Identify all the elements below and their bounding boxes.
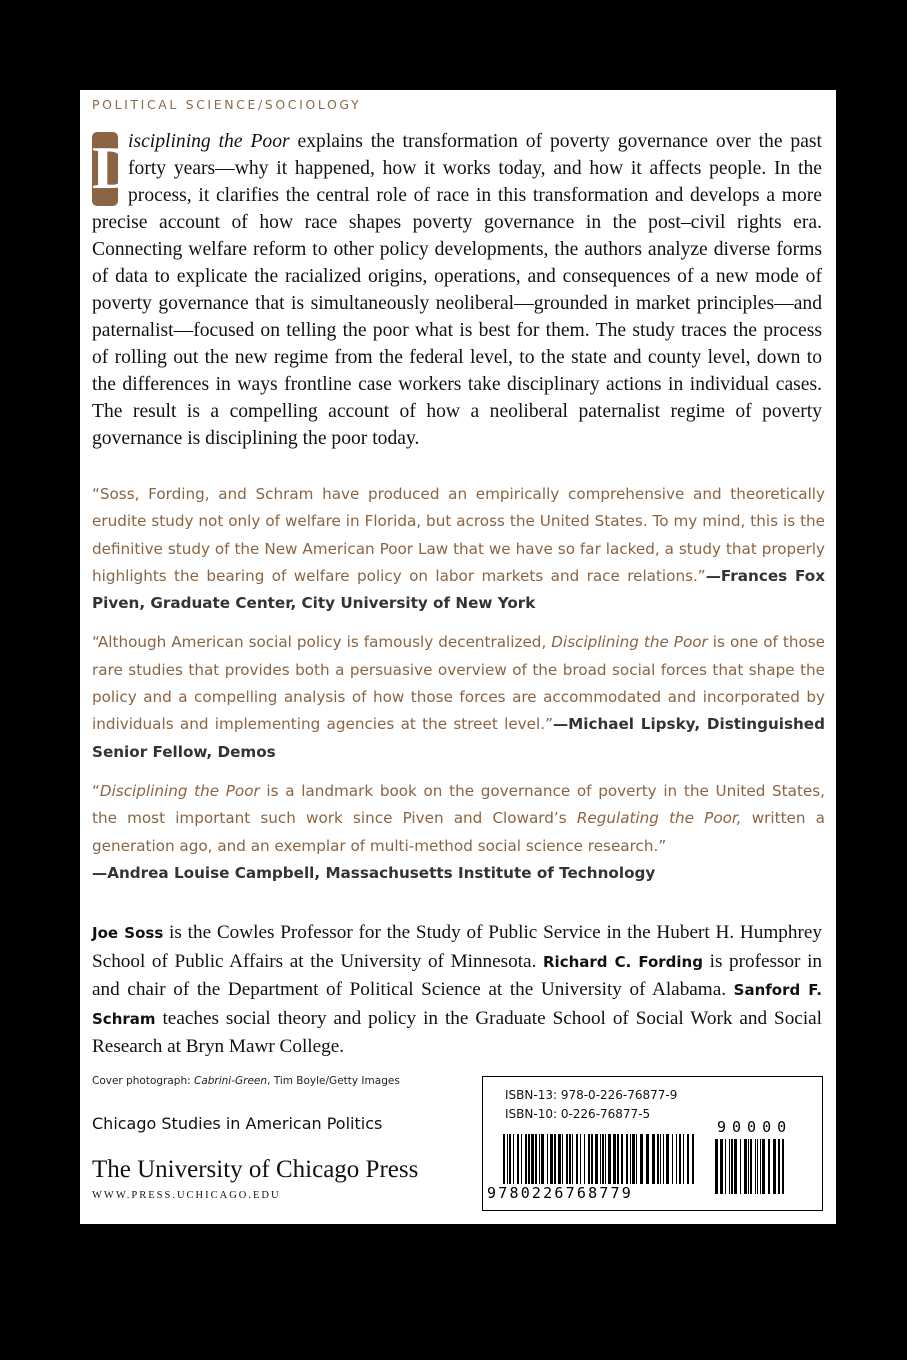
ean-barcode-bars xyxy=(503,1134,696,1184)
drop-cap: D xyxy=(92,132,118,206)
barcode-bar xyxy=(621,1134,623,1184)
author-name: Joe Soss xyxy=(92,924,164,942)
barcode-bar xyxy=(554,1134,556,1184)
author-name: Richard C. Fording xyxy=(543,952,703,971)
barcode-bar xyxy=(605,1134,606,1184)
barcode-bar xyxy=(725,1139,726,1194)
quote-book-title: Disciplining the Poor xyxy=(551,633,708,652)
barcode-bar xyxy=(755,1139,756,1194)
barcode-bar xyxy=(720,1139,723,1194)
barcode-bar xyxy=(562,1134,563,1184)
endorsement-1 xyxy=(92,481,825,617)
barcode-bar xyxy=(525,1134,527,1184)
quote-text: is a landmark book on the governance of poverty in the United States, the most important such work since Piven and Cloward’s xyxy=(92,781,825,828)
quote-text: “ xyxy=(92,781,100,800)
barcode-bar xyxy=(687,1134,689,1184)
isbn-barcode xyxy=(482,1076,823,1211)
barcode-bar xyxy=(734,1139,737,1194)
barcode-bar xyxy=(683,1134,684,1184)
quote-attribution: —Frances Fox Piven, Graduate Center, City University of New York xyxy=(92,566,825,613)
barcode-bar xyxy=(517,1134,519,1184)
category-label: POLITICAL SCIENCE/SOCIOLOGY xyxy=(92,97,362,112)
quote-attribution: —Andrea Louise Campbell, Massachusetts Institute of Technology xyxy=(92,863,656,882)
author-name: Sanford F. Schram xyxy=(92,981,822,1028)
credit-photo-title: Cabrini-Green xyxy=(193,1075,268,1087)
barcode-bar xyxy=(715,1139,718,1194)
quote-attribution: —Michael Lipsky, Distinguished Senior Fellow, Demos xyxy=(92,715,825,761)
barcode-bar xyxy=(550,1134,553,1184)
price-addon-bars xyxy=(715,1139,786,1194)
barcode-bar xyxy=(576,1134,578,1184)
barcode-bar xyxy=(676,1134,677,1184)
credit-suffix: , Tim Boyle/Getty Images xyxy=(267,1075,400,1087)
description-book-title: isciplining the Poor xyxy=(128,131,290,152)
barcode-bar xyxy=(750,1139,752,1194)
barcode-bar xyxy=(566,1134,568,1184)
barcode-bar xyxy=(617,1134,619,1184)
barcode-bar xyxy=(660,1134,661,1184)
barcode-bar xyxy=(782,1139,784,1194)
barcode-bar xyxy=(600,1134,601,1184)
quote-text: “Soss, Fording, and Schram have produced an empirically comprehensive and theoretically erudite study not only of welfare in Florida, but across the United States. To my mind, this is the definitive study of the New American Poor Law that we have so far lacked, a study that properly highlights the bearing of welfare policy on labor markets and race relations.” xyxy=(92,485,825,585)
isbn-13: ISBN-13: 978-0-226-76877-9 xyxy=(505,1088,678,1102)
barcode-bar xyxy=(640,1134,643,1184)
quote-text: written a generation ago, and an exemplar of multi-method social science research.” xyxy=(92,809,825,855)
barcode-bar xyxy=(636,1134,637,1184)
barcode-bar xyxy=(748,1139,749,1194)
barcode-bar xyxy=(580,1134,581,1184)
barcode-bar xyxy=(588,1134,590,1184)
endorsement-3 xyxy=(92,778,825,887)
barcode-bar xyxy=(760,1139,761,1194)
barcode-bar xyxy=(657,1134,659,1184)
barcode-bar xyxy=(762,1139,765,1194)
barcode-bar xyxy=(503,1134,505,1184)
barcode-bar xyxy=(630,1134,631,1184)
barcode-bar xyxy=(778,1139,780,1194)
barcode-bar xyxy=(569,1134,571,1184)
barcode-bar xyxy=(646,1134,649,1184)
barcode-bar xyxy=(768,1139,770,1194)
barcode-bar xyxy=(547,1134,548,1184)
barcode-bar xyxy=(672,1134,673,1184)
barcode-bar xyxy=(602,1134,604,1184)
author-bio-text: teaches social theory and policy in the Graduate School of Social Work and Social Research at Bryn Mawr College. xyxy=(92,1007,822,1058)
series-name: Chicago Studies in American Politics xyxy=(92,1114,383,1133)
barcode-bar xyxy=(613,1134,616,1184)
author-bio-text: is the Cowles Professor for the Study of Public Service in the Hubert H. Humphrey School of Public Affairs at the University of Minnesota. xyxy=(92,922,822,972)
ean-digits: 9780226768779 xyxy=(487,1184,633,1202)
quote-book-title: Disciplining the Poor xyxy=(99,781,260,800)
barcode-bar xyxy=(507,1134,508,1184)
quote-text: is one of those rare studies that provides both a persuasive overview of the broad social forces that shape the policy and a compelling analysis of how those forces are accommodated and incorporated by individuals and implementing agencies at the street level.” xyxy=(92,633,825,734)
author-bio-text: is professor in and chair of the Department of Political Science at the University of Alabama. xyxy=(92,950,822,1001)
credit-prefix: Cover photograph: xyxy=(92,1075,194,1087)
barcode-bar xyxy=(663,1134,664,1184)
isbn-10: ISBN-10: 0-226-76877-5 xyxy=(505,1107,651,1121)
book-description xyxy=(92,128,822,452)
barcode-bar xyxy=(591,1134,593,1184)
barcode-bar xyxy=(528,1134,530,1184)
barcode-bar xyxy=(584,1134,585,1184)
barcode-bar xyxy=(729,1139,730,1194)
barcode-bar xyxy=(731,1139,733,1194)
endorsements xyxy=(92,481,825,899)
description-body: explains the transformation of poverty governance over the past forty years—why it happened, how it works today, and how it affects people. In the process, it clarifies the central role of race in this transformation and develops a more precise account of how race shapes poverty governance in the post–civil rights era. Connecting welfare reform to other policy developments, the authors analyze diverse forms of data to explicate the racialized origins, operations, and consequences of a new mode of poverty governance that is simultaneously neoliberal—grounded in market principles—and paternalist—focused on telling the poor what is best for them. The study traces the process of rolling out the new regime from the federal level, to the state and county level, down to the differences in ways frontline case workers take disciplinary actions in individual cases. The result is a compelling account of how a neoliberal paternalist regime of poverty governance is disciplining the poor today. xyxy=(92,131,822,449)
barcode-bar xyxy=(539,1134,540,1184)
barcode-bar xyxy=(626,1134,628,1184)
barcode-bar xyxy=(541,1134,544,1184)
barcode-bar xyxy=(521,1134,522,1184)
price-addon-digits: 90000 xyxy=(717,1118,793,1136)
barcode-bar xyxy=(744,1139,747,1194)
barcode-bar xyxy=(531,1134,534,1184)
barcode-bar xyxy=(740,1139,741,1194)
barcode-bar xyxy=(535,1134,537,1184)
barcode-bar xyxy=(595,1134,598,1184)
barcode-bar xyxy=(632,1134,635,1184)
barcode-bar xyxy=(608,1134,611,1184)
barcode-bar xyxy=(666,1134,669,1184)
barcode-bar xyxy=(773,1139,776,1194)
barcode-bar xyxy=(692,1134,694,1184)
back-cover xyxy=(80,90,836,1224)
barcode-bar xyxy=(509,1134,511,1184)
barcode-bar xyxy=(558,1134,561,1184)
cover-photo-credit xyxy=(92,1075,400,1087)
barcode-bar xyxy=(513,1134,514,1184)
barcode-bar xyxy=(652,1134,655,1184)
publisher-name: The University of Chicago Press xyxy=(92,1156,419,1183)
endorsement-2 xyxy=(92,629,825,765)
publisher-url: WWW.PRESS.UCHICAGO.EDU xyxy=(92,1190,281,1201)
barcode-bar xyxy=(572,1134,573,1184)
quote-text: “Although American social policy is famously decentralized, xyxy=(92,633,552,652)
author-bios xyxy=(92,919,822,1061)
quote-referenced-title: Regulating the Poor, xyxy=(576,809,742,828)
barcode-bar xyxy=(757,1139,758,1194)
barcode-bar xyxy=(679,1134,681,1184)
